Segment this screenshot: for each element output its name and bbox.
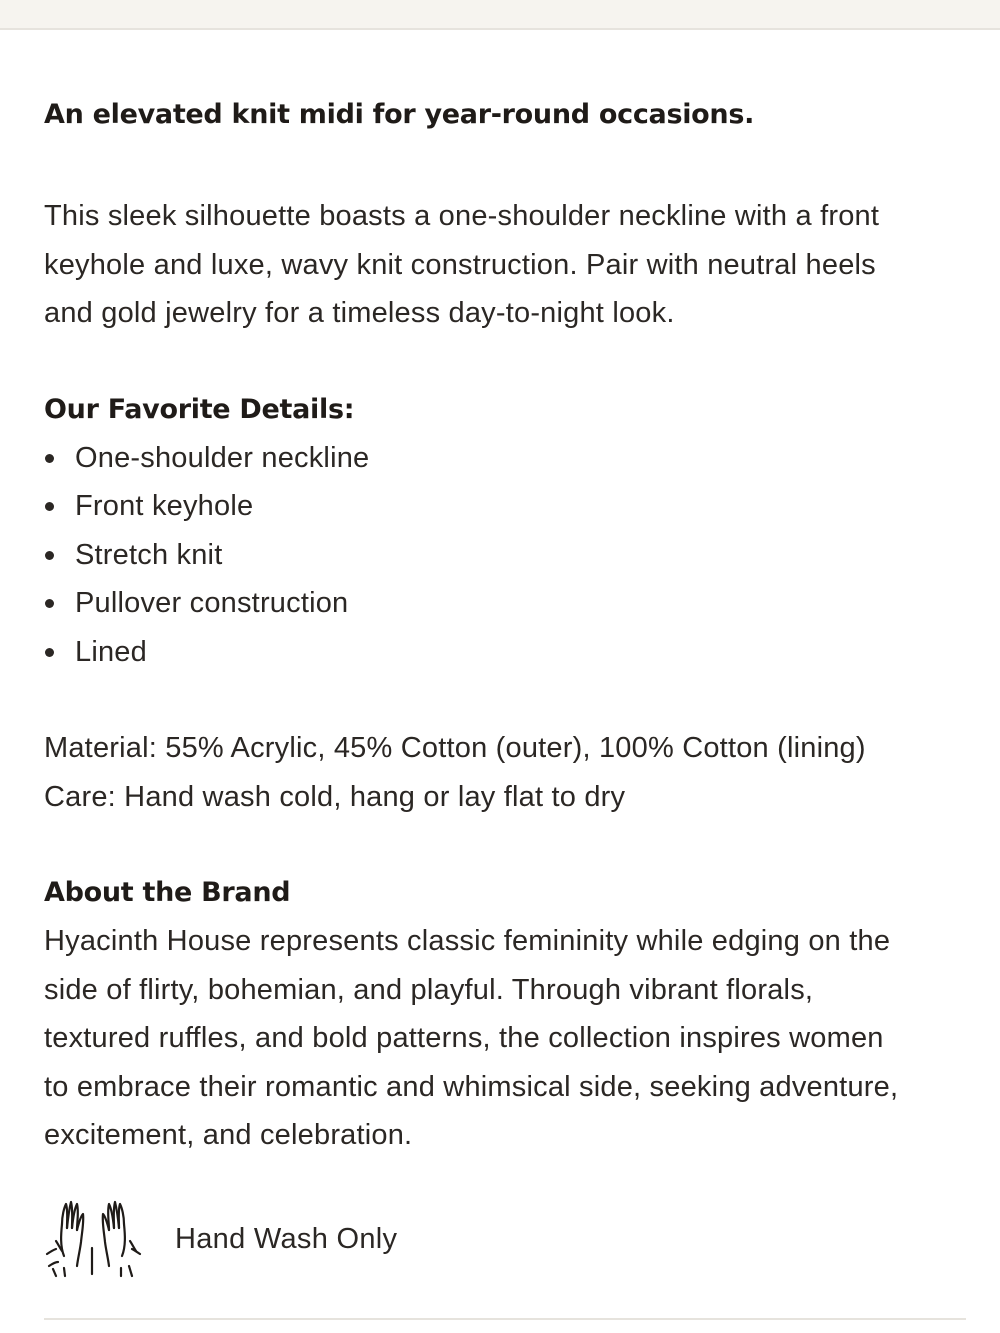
details-list-item: Stretch knit: [44, 531, 974, 580]
brand-line: side of flirty, bohemian, and playful. Through vibrant florals,: [44, 973, 814, 1006]
hand-wash-icon: [44, 1196, 144, 1282]
material-text: Material: 55% Acrylic, 45% Cotton (outer), 100% Cotton (lining): [44, 732, 866, 764]
details-list-item: One-shoulder neckline: [44, 434, 974, 483]
bullet-icon: [45, 648, 54, 657]
brand-title: About the Brand: [44, 877, 291, 908]
care-badge-label: Hand Wash Only: [175, 1222, 398, 1255]
description-line: This sleek silhouette boasts a one-shoulder neckline with a front: [44, 200, 880, 232]
details-list-item: Lined: [44, 628, 974, 677]
description-headline: An elevated knit midi for year-round occasions.: [44, 99, 755, 130]
bullet-icon: [45, 502, 54, 511]
bullet-icon: [45, 454, 54, 463]
details-title: Our Favorite Details:: [44, 393, 355, 425]
description-line: keyhole and luxe, wavy knit construction. Pair with neutral heels: [44, 248, 876, 281]
divider: [44, 1318, 966, 1320]
details-list: [44, 434, 974, 677]
spacer: [44, 338, 974, 386]
product-description: [44, 95, 974, 1160]
brand-line: excitement, and celebration.: [44, 1119, 413, 1151]
description-line: and gold jewelry for a timeless day-to-night look.: [44, 297, 675, 329]
brand-line: textured ruffles, and bold patterns, the collection inspires women: [44, 1022, 884, 1054]
bullet-icon: [45, 599, 54, 608]
brand-line: to embrace their romantic and whimsical side, seeking adventure,: [44, 1070, 899, 1103]
top-bar: [0, 0, 1000, 30]
brand-line: Hyacinth House represents classic femininity while edging on the: [44, 925, 891, 957]
bullet-icon: [45, 551, 54, 560]
care-text: Care: Hand wash cold, hang or lay flat to dry: [44, 780, 626, 813]
spacer: [44, 135, 974, 192]
details-list-item: Pullover construction: [44, 579, 974, 628]
spacer: [44, 676, 974, 724]
care-badge: [44, 1196, 974, 1282]
spacer: [44, 821, 974, 869]
details-list-item: Front keyhole: [44, 482, 974, 531]
